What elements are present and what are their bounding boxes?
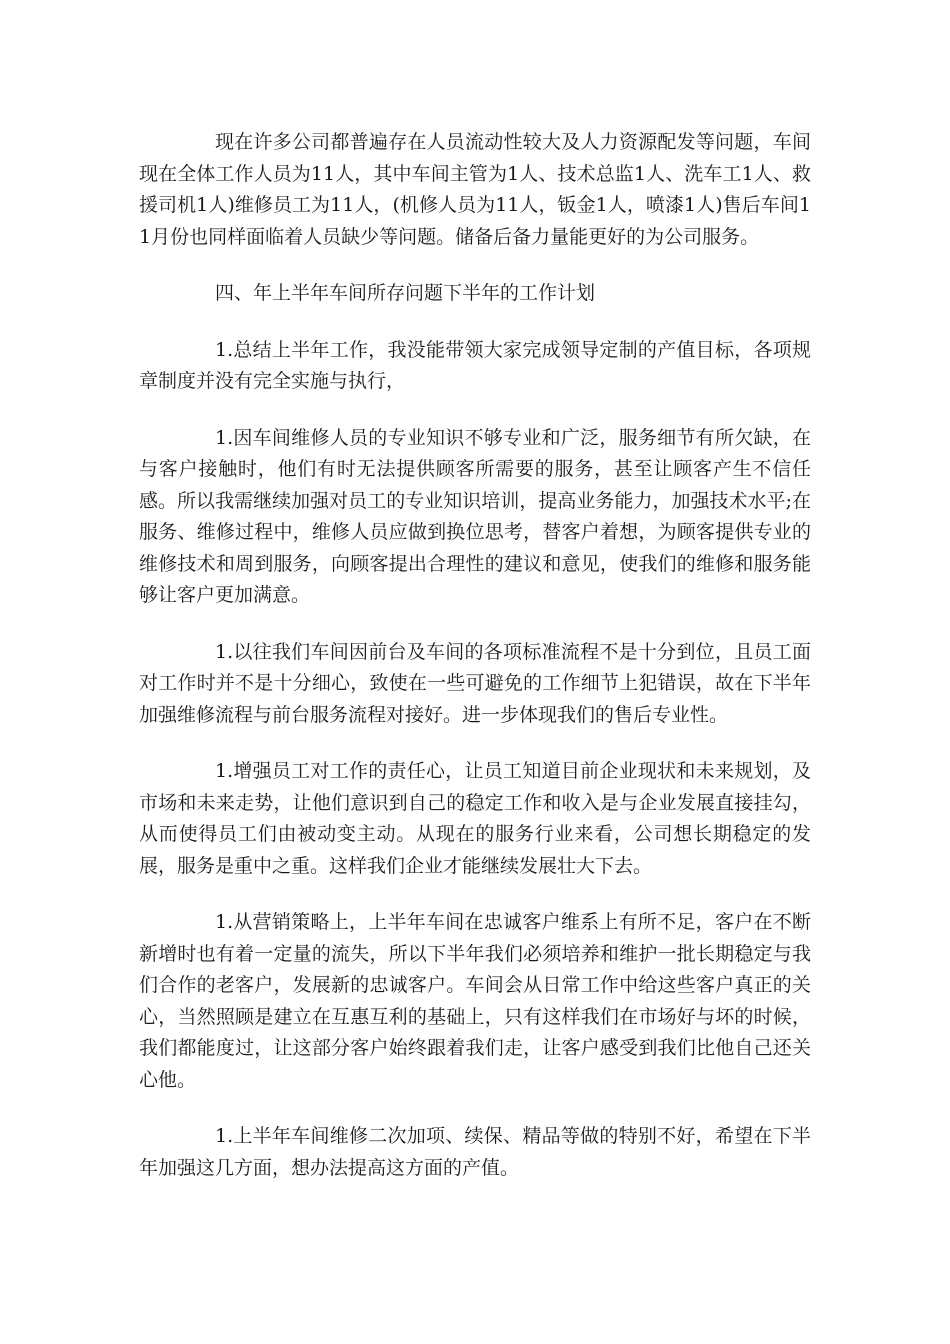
- paragraph-training: 1.因车间维修人员的专业知识不够专业和广泛，服务细节有所欠缺，在与客户接触时，他们有时无法提供顾客所需要的服务，甚至让顾客产生不信任感。所以我需继续加强对员工的专业知识培训，提高业务能力，加强技术水平;在服务、维修过程中，维修人员应做到换位思考，替客户着想，为顾客提供专业的维修技术和周到服务，向顾客提出合理性的建议和意见，使我们的维修和服务能够让客户更加满意。: [139, 426, 811, 606]
- paragraph-process: 1.以往我们车间因前台及车间的各项标准流程不是十分到位，且员工面对工作时并不是十分细心，致使在一些可避免的工作细节上犯错误，故在下半年加强维修流程与前台服务流程对接好。进一步体现我们的售后专业性。: [139, 640, 811, 726]
- paragraph-marketing: 1.从营销策略上，上半年车间在忠诚客户维系上有所不足，客户在不断新增时也有着一定量的流失，所以下半年我们必须培养和维护一批长期稳定与我们合作的老客户，发展新的忠诚客户。车间会从日常工作中给这些客户真正的关心，当然照顾是建立在互惠互利的基础上，只有这样我们在市场好与坏的时候，我们都能度过，让这部分客户始终跟着我们走，让客户感受到我们比他自己还关心他。: [139, 911, 811, 1091]
- paragraph-staffing: 现在许多公司都普遍存在人员流动性较大及人力资源配发等问题，车间现在全体工作人员为11人，其中车间主管为1人、技术总监1人、洗车工1人、救援司机1人)维修员工为11人，(机修人员为11人，钣金1人，喷漆1人)售后车间11月份也同样面临着人员缺少等问题。储备后备力量能更好的为公司服务。: [139, 131, 811, 248]
- paragraph-revenue: 1.上半年车间维修二次加项、续保、精品等做的特别不好，希望在下半年加强这几方面，想办法提高这方面的产值。: [139, 1125, 811, 1179]
- paragraph-responsibility: 1.增强员工对工作的责任心，让员工知道目前企业现状和未来规划，及市场和未来走势，让他们意识到自己的稳定工作和收入是与企业发展直接挂勾，从而使得员工们由被动变主动。从现在的服务行业来看，公司想长期稳定的发展，服务是重中之重。这样我们企业才能继续发展壮大下去。: [139, 760, 811, 877]
- paragraph-summary: 1.总结上半年工作，我没能带领大家完成领导定制的产值目标，各项规章制度并没有完全实施与执行，: [139, 338, 811, 392]
- document-body: [139, 127, 811, 1209]
- section-heading: 四、年上半年车间所存问题下半年的工作计划: [215, 282, 596, 304]
